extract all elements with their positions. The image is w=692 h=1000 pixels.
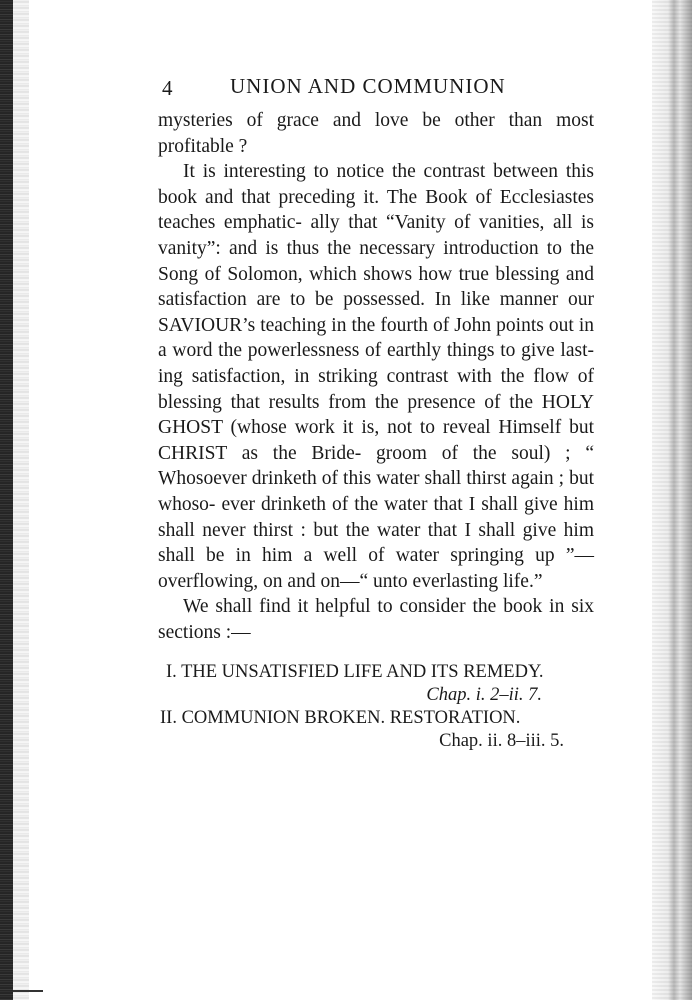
section-title: I. THE UNSATISFIED LIFE AND ITS REMEDY. xyxy=(166,662,544,683)
text-line: mysteries of grace and love be other than xyxy=(158,110,557,131)
text-line: and is thus the necessary introduction to the xyxy=(229,237,594,259)
text-line: to reveal Himself but CHRIST as the Bride- xyxy=(158,417,594,464)
running-head xyxy=(158,68,594,108)
text-line: fourth of John points out in a word the xyxy=(158,314,594,362)
body-text xyxy=(158,108,594,645)
text-line: of the HOLY GHOST (whose work it is, not xyxy=(158,391,594,439)
scan-binding-edge xyxy=(0,0,13,1000)
text-line: In like manner our SAVIOUR’s teaching in the xyxy=(158,289,594,336)
paragraph-continued xyxy=(158,108,594,159)
text-line: ing satisfaction, in striking contrast with the xyxy=(158,365,534,387)
text-line: We shall find it helpful to consider the xyxy=(183,596,504,618)
text-line: most profitable ? xyxy=(158,110,594,157)
page-number: 4 xyxy=(162,76,173,100)
paragraph-contrast xyxy=(158,159,594,594)
text-line: ever drinketh of the water that I shall give xyxy=(221,493,564,515)
text-line: book in six sections :— xyxy=(158,596,594,643)
text-line: of this water shall thirst again ; but whoso- xyxy=(158,468,594,515)
text-line: between this book and that preceding it. xyxy=(158,161,594,208)
section-list xyxy=(158,661,594,753)
scan-page-edge xyxy=(652,0,692,1000)
text-line: blessing and satisfaction are to be possessed. xyxy=(158,263,594,311)
section-title: II. COMMUNION BROKEN. RESTORATION. xyxy=(160,708,521,729)
text-line: Song of Solomon, which shows how true xyxy=(158,263,496,285)
text-line: water springing up ”—overflowing, on and xyxy=(158,545,594,592)
text-line: groom of the soul) ; “ Whosoever drinketh xyxy=(158,442,594,490)
text-line: powerlessness of earthly things to give last- xyxy=(247,340,595,362)
running-head-title: UNION AND COMMUNION xyxy=(230,74,506,98)
scan-gutter-shadow xyxy=(13,0,29,1000)
text-line: It is interesting to notice the contrast xyxy=(183,161,494,183)
section-entry xyxy=(158,661,594,707)
text-line: him shall never thirst : but the water that xyxy=(158,493,595,541)
text-line: ally that “Vanity of vanities, all is vanity”: xyxy=(158,212,594,259)
paragraph-sections-intro xyxy=(158,594,594,645)
section-reference: Chap. i. 2–ii. 7. xyxy=(426,685,542,706)
text-line: on—“ unto everlasting life.” xyxy=(320,570,543,592)
section-entry xyxy=(158,707,594,753)
text-line: I shall give him shall be in him a well of xyxy=(158,519,595,567)
text-line: flow of blessing that results from the presence xyxy=(158,365,594,413)
section-reference: Chap. ii. 8–iii. 5. xyxy=(439,731,564,752)
book-page xyxy=(158,68,594,753)
scan-corner-mark xyxy=(13,990,43,992)
text-line: The Book of Ecclesiastes teaches emphatic- xyxy=(158,186,594,234)
